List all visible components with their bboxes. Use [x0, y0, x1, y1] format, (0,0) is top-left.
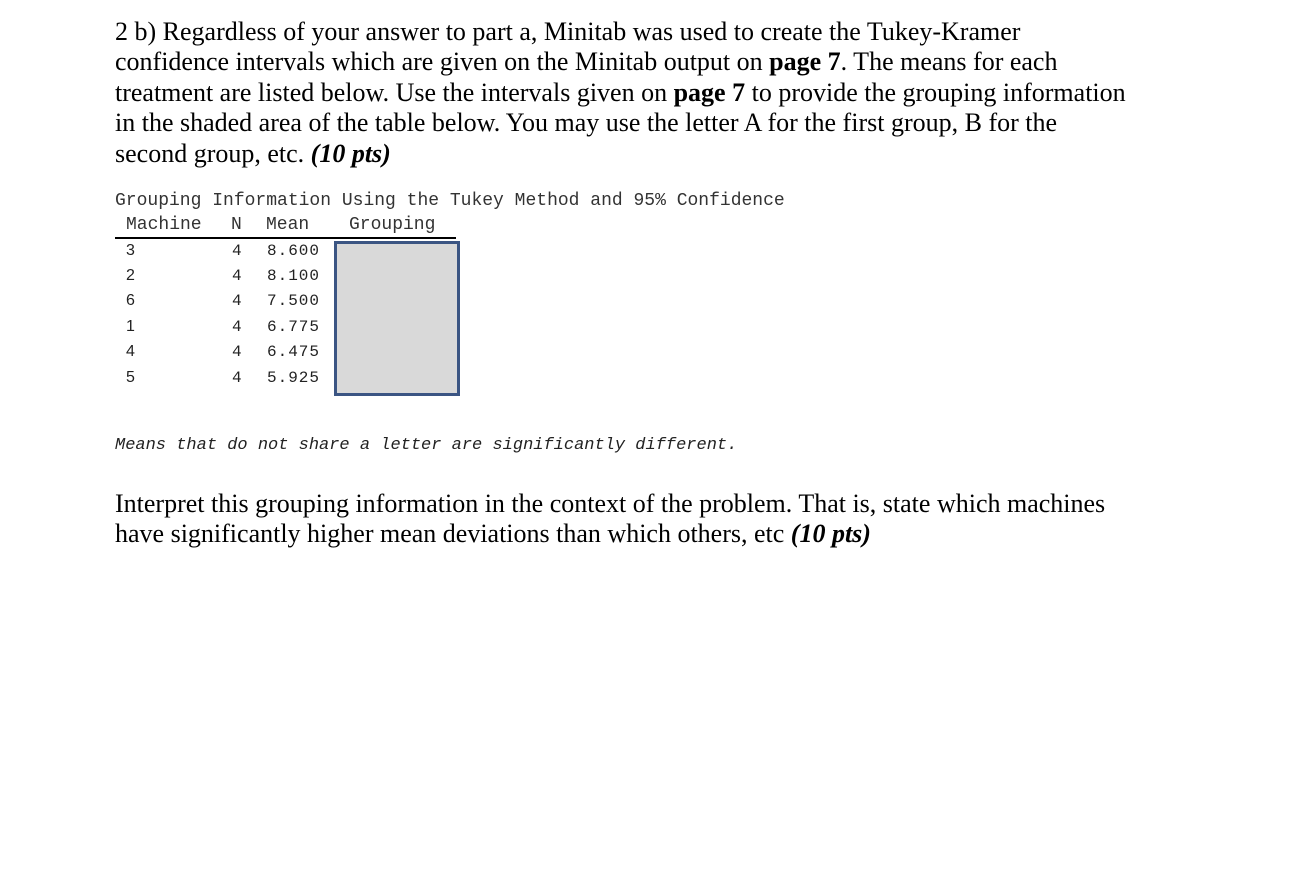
interpret-points-label: (10 pts): [790, 519, 871, 549]
interpret-line-1: Interpret this grouping information in the context of the problem. That is, state which machines: [115, 489, 1106, 518]
question-line-2-text: confidence intervals which are given on the Minitab output on: [115, 47, 770, 77]
interpret-line-2-text: have significantly higher mean deviations than which others, etc: [115, 519, 791, 549]
header-mean: Mean: [266, 215, 310, 235]
header-rule: [115, 237, 456, 239]
header-grouping: Grouping: [349, 215, 436, 235]
row-4-n: 4: [232, 318, 242, 336]
significance-note: Means that do not share a letter are significantly different.: [115, 436, 738, 455]
table-title: Grouping Information Using the Tukey Method and 95% Confidence: [115, 191, 785, 211]
row-5-n: 4: [232, 343, 242, 361]
question-line-1: 2 b) Regardless of your answer to part a, Minitab was used to create the Tukey-Kramer: [115, 17, 1021, 46]
row-5-machine: 4: [126, 343, 135, 360]
interpret-paragraph: [115, 489, 1175, 550]
row-4-mean: 6.775: [267, 318, 321, 336]
question-line-2-end: . The means for each: [840, 47, 1058, 77]
row-5-mean: 6.475: [267, 343, 321, 361]
question-line-2: [115, 47, 1175, 77]
header-machine: Machine: [126, 215, 202, 235]
row-4-machine: 1: [126, 318, 135, 335]
question-line-4: in the shaded area of the table below. You may use the letter A for the first group, B for the: [115, 108, 1058, 138]
page-ref-bold-2: page 7: [673, 77, 746, 107]
row-6-mean: 5.925: [267, 369, 321, 387]
row-3-n: 4: [232, 292, 242, 310]
row-3-machine: 6: [126, 292, 135, 309]
row-2-n: 4: [232, 267, 242, 285]
interpret-line-2: [115, 519, 1175, 549]
question-paragraph: [115, 17, 1175, 169]
header-n: N: [231, 215, 242, 235]
question-line-5: [115, 139, 1175, 169]
page-ref-bold: page 7: [769, 47, 841, 77]
question-line-3-end: to provide the grouping information: [745, 77, 1126, 107]
question-line-3-text: treatment are listed below. Use the intervals given on: [115, 77, 674, 107]
row-2-machine: 2: [126, 267, 135, 284]
row-1-n: 4: [232, 242, 242, 260]
row-3-mean: 7.500: [267, 292, 321, 310]
row-1-machine: 3: [126, 242, 135, 259]
row-6-n: 4: [232, 369, 242, 387]
row-6-machine: 5: [126, 369, 135, 386]
question-line-3: [115, 78, 1175, 108]
row-1-mean: 8.600: [267, 242, 321, 260]
row-2-mean: 8.100: [267, 267, 321, 285]
grouping-answer-area[interactable]: [334, 241, 460, 396]
question-line-5-text: second group, etc.: [115, 138, 311, 168]
points-label: (10 pts): [310, 138, 391, 168]
